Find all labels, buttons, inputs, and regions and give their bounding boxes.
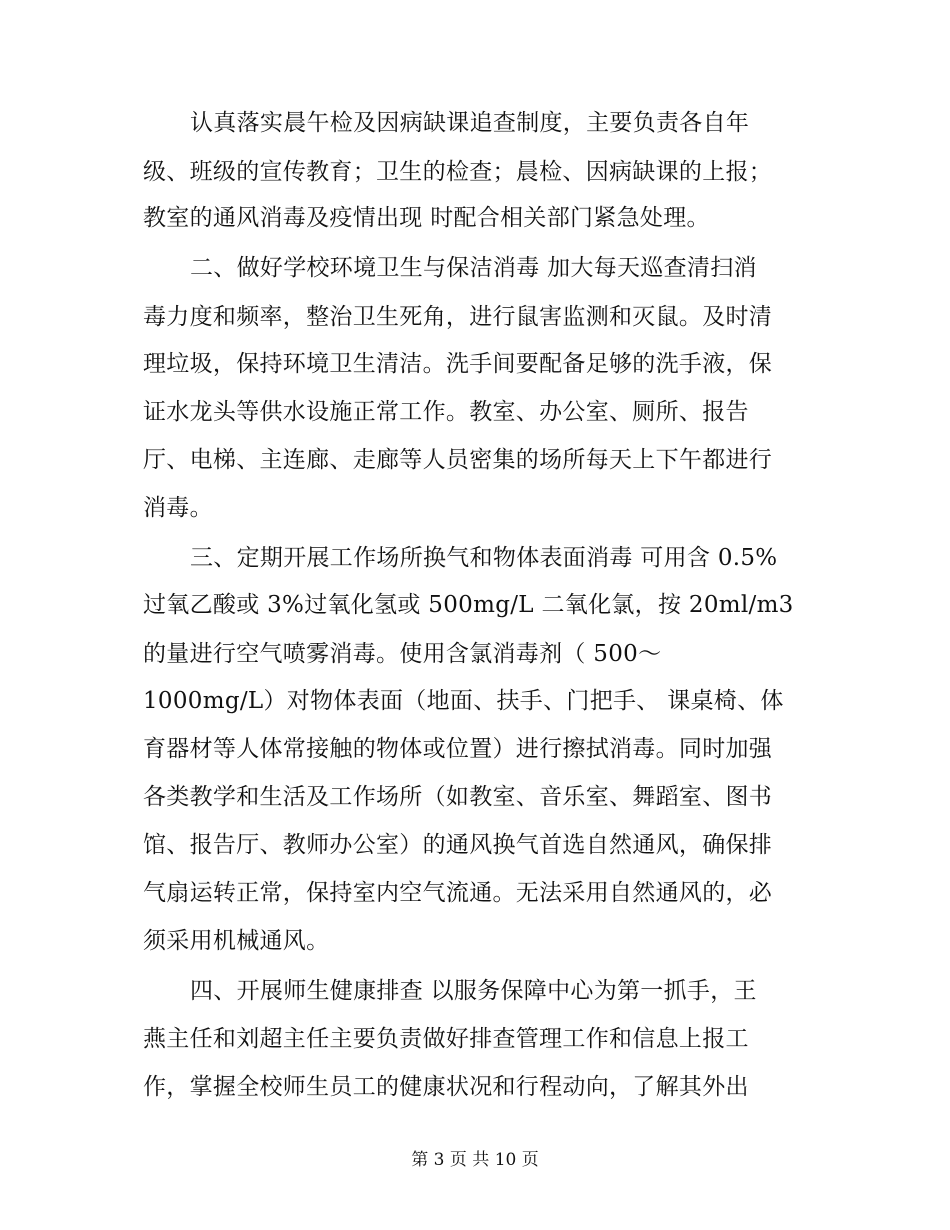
paragraph-1-line-1: 认真落实晨午检及因病缺课追查制度，主要负责各自年 bbox=[190, 110, 750, 136]
paragraph-3-line-2: 过氧乙酸或 3%过氧化氢或 500mg/L 二氧化氯，按 20ml/m3 bbox=[143, 592, 794, 618]
paragraph-2-line-4: 证水龙头等供水设施正常工作。教室、办公室、厕所、报告 bbox=[143, 399, 749, 425]
paragraph-2-line-1: 二、做好学校环境卫生与保洁消毒 加大每天巡查清扫消 bbox=[190, 255, 757, 281]
paragraph-2-line-3: 理垃圾，保持环境卫生清洁。洗手间要配备足够的洗手液，保 bbox=[143, 351, 773, 377]
paragraph-4-line-1: 四、开展师生健康排查 以服务保障中心为第一抓手，王 bbox=[190, 978, 757, 1004]
paragraph-1-line-2: 级、班级的宣传教育；卫生的检查；晨检、因病缺课的上报； bbox=[143, 159, 773, 185]
paragraph-2-line-2: 毒力度和频率，整治卫生死角，进行鼠害监测和灭鼠。及时清 bbox=[143, 304, 773, 330]
paragraph-2-line-5: 厅、电梯、主连廊、走廊等人员密集的场所每天上下午都进行 bbox=[143, 447, 773, 473]
paragraph-1-line-3: 教室的通风消毒及疫情出现 时配合相关部门紧急处理。 bbox=[143, 205, 710, 231]
paragraph-2-line-6: 消毒。 bbox=[143, 495, 213, 521]
paragraph-3-line-8: 气扇运转正常，保持室内空气流通。无法采用自然通风的，必 bbox=[143, 880, 773, 906]
paragraph-4-line-3: 作，掌握全校师生员工的健康状况和行程动向，了解其外出 bbox=[143, 1074, 749, 1100]
paragraph-3-line-1: 三、定期开展工作场所换气和物体表面消毒 可用含 0.5% bbox=[190, 545, 778, 571]
paragraph-3-line-7: 馆、报告厅、教师办公室）的通风换气首选自然通风，确保排 bbox=[143, 832, 773, 858]
paragraph-4-line-2: 燕主任和刘超主任主要负责做好排查管理工作和信息上报工 bbox=[143, 1026, 749, 1052]
paragraph-3-line-9: 须采用机械通风。 bbox=[143, 928, 330, 954]
paragraph-3-line-4: 1000mg/L）对物体表面（地面、扶手、门把手、 课桌椅、体 bbox=[143, 688, 784, 714]
paragraph-3-line-6: 各类教学和生活及工作场所（如教室、音乐室、舞蹈室、图书 bbox=[143, 784, 773, 810]
paragraph-3-line-3: 的量进行空气喷雾消毒。使用含氯消毒剂（ 500～ bbox=[143, 641, 662, 667]
paragraph-3-line-5: 育器材等人体常接触的物体或位置）进行擦拭消毒。同时加强 bbox=[143, 736, 773, 762]
page-number-footer: 第 3 页 共 10 页 bbox=[411, 1150, 539, 1170]
